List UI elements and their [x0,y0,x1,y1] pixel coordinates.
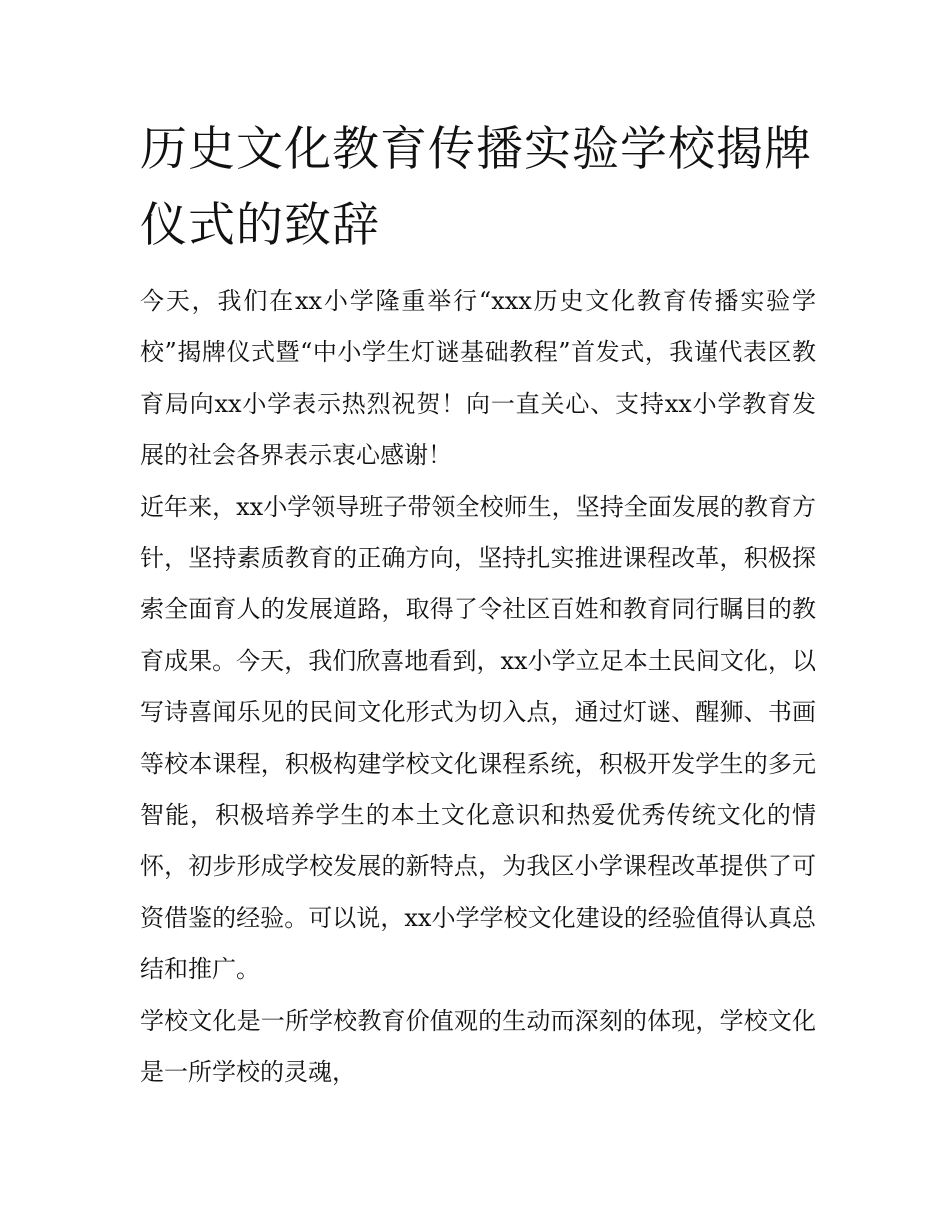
paragraph-school-culture: 学校文化是一所学校教育价值观的生动而深刻的体现，学校文化是一所学校的灵魂， [140,1006,816,1087]
paragraph-achievements: 近年来，xx小学领导班子带领全校师生，坚持全面发展的教育方针，坚持素质教育的正确方向，坚持扎实推进课程改革，积极探索全面育人的发展道路，取得了令社区百姓和教育同行瞩目的教育成果。今天，我们欣喜地看到，xx小学立足本土民间文化，以写诗喜闻乐见的民间文化形式为切入点，通过灯谜、醒狮、书画等校本课程，积极构建学校文化课程系统，积极开发学生的多元智能，积极培养学生的本土文化意识和热爱优秀传统文化的情怀，初步形成学校发展的新特点，为我区小学课程改革提供了可资借鉴的经验。可以说，xx小学学校文化建设的经验值得认真总结和推广。 [140,492,816,984]
document-body [140,276,816,1099]
paragraph-opening: 今天，我们在xx小学隆重举行“xxx历史文化教育传播实验学校”揭牌仪式暨“中小学生灯谜基础教程”首发式，我谨代表区教育局向xx小学表示热烈祝贺！向一直关心、支持xx小学教育发展的社会各界表示衷心感谢！ [140,287,816,470]
document-title: 历史文化教育传播实验学校揭牌仪式的致辞 [140,122,812,253]
